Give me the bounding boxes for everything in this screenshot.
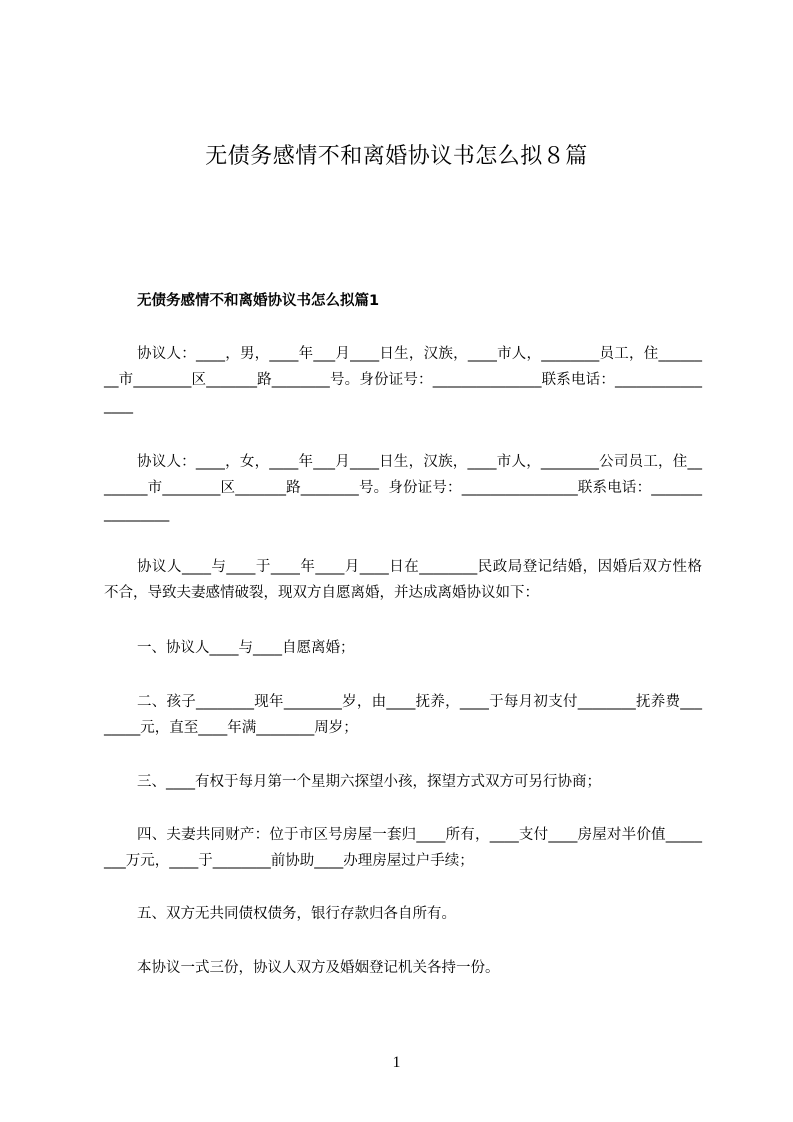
document-title: 无债务感情不和离婚协议书怎么拟８篇 (205, 144, 588, 169)
paragraph-copies: 本协议一式三份，协议人双方及婚姻登记机关各持一份。 (137, 960, 500, 976)
paragraph-clause-2: 二、孩子________现年________岁，由____抚养，____于每月初支付________抚养费________元，直至____年满________周岁； (104, 694, 702, 736)
paragraph-clause-4: 四、夫妻共同财产：位于市区号房屋一套归____所有，____支付____房屋对半价值________万元，____于________前协助____办理房屋过户手续； (104, 827, 702, 869)
paragraph-clause-1: 一、协议人____与____自愿离婚； (137, 640, 355, 656)
page-number: 1 (392, 1054, 401, 1071)
paragraph-party-male: 协议人：____，男，____年___月____日生，汉族，____市人，________员工，住________市________区_______路________号。身份证号：_______________联系电话：________________ (104, 346, 702, 414)
paragraph-party-female: 协议人：____，女，____年___月____日生，汉族，____市人，________公司员工，住________市________区_______路________号。身份证号：________________联系电话：________________ (104, 454, 702, 522)
paragraph-clause-5: 五、双方无共同债权债务，银行存款归各自所有。 (137, 906, 456, 922)
paragraph-clause-3: 三、____有权于每月第一个星期六探望小孩，探望方式双方可另行协商； (137, 774, 601, 790)
paragraph-marriage-background: 协议人____与____于____年____月____日在________民政局登记结婚，因婚后双方性格不合，导致夫妻感情破裂，现双方自愿离婚，并达成离婚协议如下： (104, 559, 702, 601)
section-heading: 无债务感情不和离婚协议书怎么拟篇1 (137, 293, 380, 309)
